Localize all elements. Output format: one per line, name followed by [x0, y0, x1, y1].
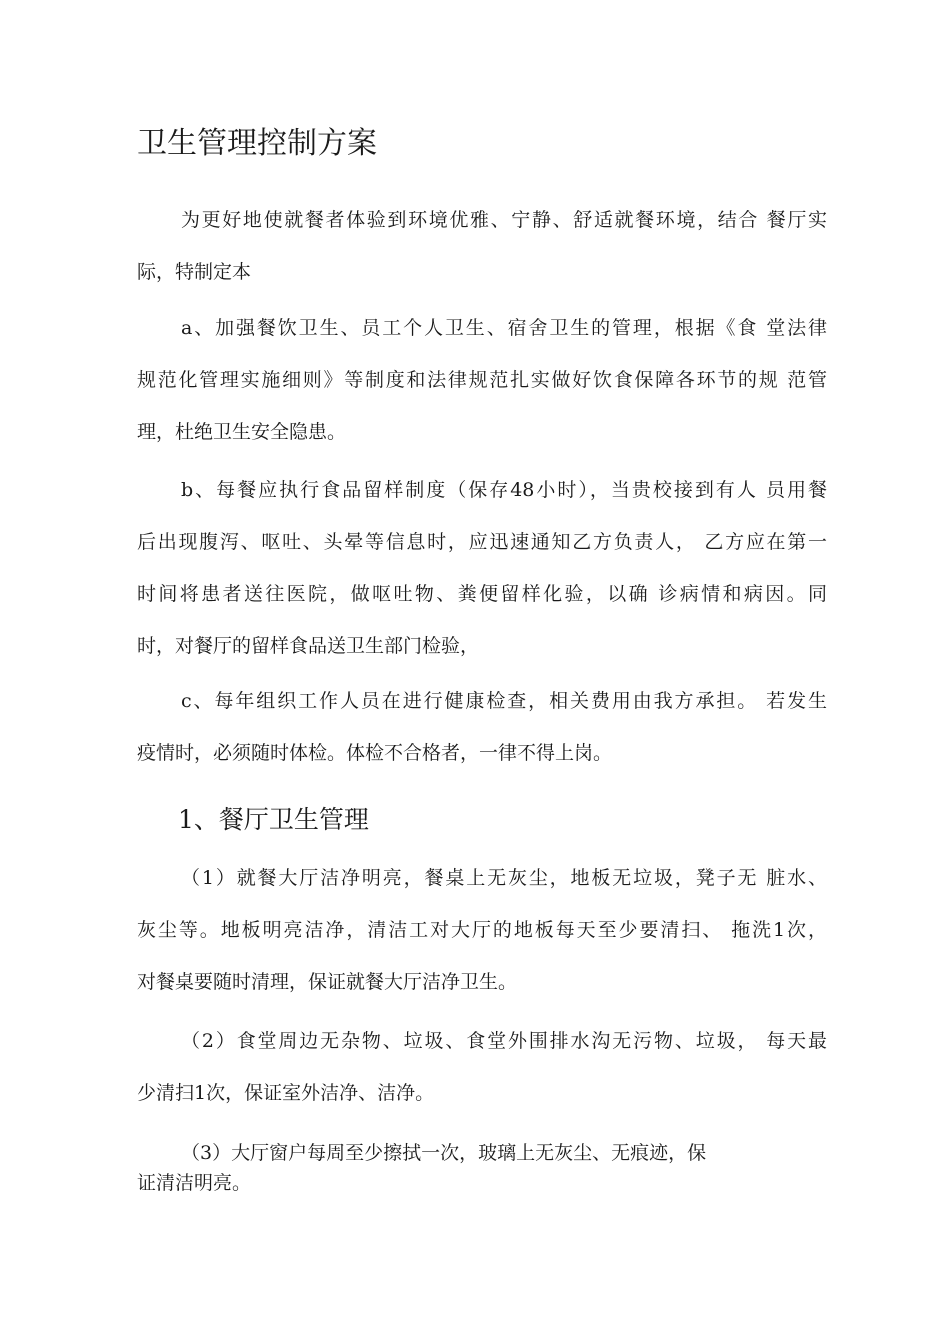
item-c-paragraph — [137, 675, 827, 779]
section1-paragraph-3 — [137, 1138, 747, 1198]
paragraph-line: 为更好地使就餐者体验到环境优雅、宁静、舒适就餐环境，结合 餐厅实 — [181, 209, 827, 231]
paragraph-line: （2）食堂周边无杂物、垃圾、食堂外围排水沟无污物、垃圾， 每天最 — [181, 1030, 827, 1052]
section1-paragraph-2 — [137, 1015, 827, 1119]
section1-paragraph-1 — [137, 852, 827, 1008]
paragraph-line: 疫情时，必须随时体检。体检不合格者，一律不得上岗。 — [137, 742, 613, 764]
paragraph-line: 理，杜绝卫生安全隐患。 — [137, 421, 347, 443]
paragraph-line: （3）大厅窗户每周至少擦拭一次，玻璃上无灰尘、无痕迹，保 — [181, 1142, 707, 1164]
item-a-paragraph — [137, 302, 827, 458]
item-b-paragraph — [137, 464, 827, 672]
intro-paragraph — [137, 194, 827, 298]
paragraph-line: c、每年组织工作人员在进行健康检查，相关费用由我方承担。 若发生 — [181, 690, 827, 712]
paragraph-line: 际，特制定本 — [137, 261, 252, 283]
section-heading: 1、餐厅卫生管理 — [178, 805, 369, 834]
paragraph-line: 对餐桌要随时清理，保证就餐大厅洁净卫生。 — [137, 971, 518, 993]
paragraph-line: 时，对餐厅的留样食品送卫生部门检验， — [137, 635, 480, 657]
paragraph-line: 规范化管理实施细则》等制度和法律规范扎实做好饮食保障各环节的规 范管 — [137, 369, 827, 391]
document-title: 卫生管理控制方案 — [137, 126, 377, 161]
paragraph-line: 少清扫1次，保证室外洁净、洁净。 — [137, 1082, 435, 1104]
paragraph-line: 证清洁明亮。 — [137, 1172, 252, 1194]
paragraph-line: 灰尘等。地板明亮洁净，清洁工对大厅的地板每天至少要清扫、 拖洗1次， — [137, 919, 827, 941]
paragraph-line: 后出现腹泻、呕吐、头晕等信息时，应迅速通知乙方负责人， 乙方应在第一 — [137, 531, 827, 553]
paragraph-line: b、每餐应执行食品留样制度（保存48小时），当贵校接到有人 员用餐 — [181, 479, 827, 501]
paragraph-line: a、加强餐饮卫生、员工个人卫生、宿舍卫生的管理，根据《食 堂法律 — [181, 317, 827, 339]
paragraph-line: （1）就餐大厅洁净明亮，餐桌上无灰尘，地板无垃圾，凳子无 脏水、 — [181, 867, 827, 889]
paragraph-line: 时间将患者送往医院，做呕吐物、粪便留样化验，以确 诊病情和病因。同 — [137, 583, 827, 605]
